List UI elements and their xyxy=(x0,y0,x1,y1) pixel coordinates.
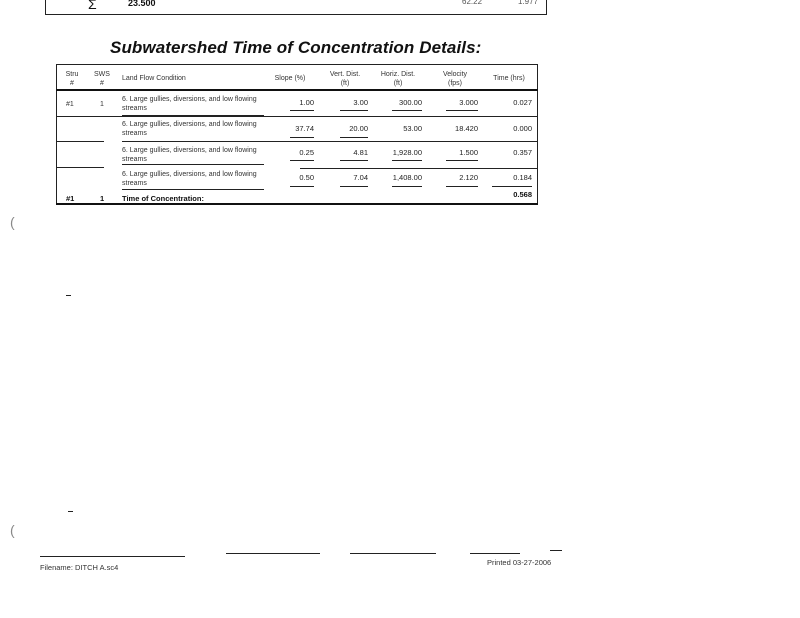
scan-mark-lower: ( xyxy=(10,522,15,538)
row2-left-rule xyxy=(56,141,104,142)
row4-desc-rule xyxy=(122,189,264,190)
row1-bottom-rule xyxy=(56,116,538,117)
row2-horiz: 53.00 xyxy=(403,124,422,133)
row2-vert: 20.00 xyxy=(349,124,368,133)
row1-velocity: 3.000 xyxy=(459,98,478,107)
section-title: Subwatershed Time of Concentration Details: xyxy=(110,38,482,57)
row4-condition: 6. Large gullies, diversions, and low flowing streams xyxy=(122,171,257,187)
right-value-1: 62.22 xyxy=(462,0,483,6)
row1-stru: #1 xyxy=(66,101,74,108)
header-stru: Stru # xyxy=(65,71,79,87)
row1-condition: 6. Large gullies, diversions, and low flowing streams xyxy=(122,96,257,112)
scan-mark-upper: ( xyxy=(10,214,15,230)
row1-horiz-rule xyxy=(392,110,422,111)
row4-horiz-rule xyxy=(392,186,422,187)
row3-slope-rule xyxy=(290,160,314,161)
row4-time-rule xyxy=(492,186,532,187)
row3-time: 0.357 xyxy=(513,148,532,157)
row3-velocity: 1.500 xyxy=(459,148,478,157)
row4-velocity: 2.120 xyxy=(459,173,478,182)
sum-value: 23.500 xyxy=(128,0,156,8)
header-velocity: Velocity (fps) xyxy=(442,71,468,87)
footer-rule-4 xyxy=(470,553,520,554)
table-bottom-rule xyxy=(56,203,538,205)
total-sws: 1 xyxy=(100,194,105,203)
tick-mark-1 xyxy=(66,295,71,296)
row4-slope: 0.50 xyxy=(299,173,314,182)
row2-slope: 37.74 xyxy=(295,124,314,133)
row3-vert-rule xyxy=(340,160,368,161)
row2-bottom-rule xyxy=(122,141,538,142)
total-label: Time of Concentration: xyxy=(122,194,204,203)
footer-printed-date: Printed 03-27-2006 xyxy=(487,558,552,567)
row3-vel-rule xyxy=(446,160,478,161)
row4-time: 0.184 xyxy=(513,173,532,182)
row2-vert-rule xyxy=(340,137,368,138)
header-horiz-dist: Horiz. Dist. (ft) xyxy=(380,71,416,87)
row1-vert: 3.00 xyxy=(353,98,368,107)
row4-vert-rule xyxy=(340,186,368,187)
tick-mark-2 xyxy=(68,511,73,512)
row2-velocity: 18.420 xyxy=(455,124,478,133)
row3-vert: 4.81 xyxy=(353,148,368,157)
footer-rule-3 xyxy=(350,553,436,554)
row3-desc-rule xyxy=(122,164,264,165)
row4-vel-rule xyxy=(446,186,478,187)
row3-left-rule xyxy=(56,167,104,168)
right-value-2: 1.977 xyxy=(518,0,539,6)
row3-slope: 0.25 xyxy=(299,148,314,157)
row4-vert: 7.04 xyxy=(353,173,368,182)
row3-bottom-rule xyxy=(300,168,538,169)
footer-rule-5 xyxy=(550,550,562,551)
footer-rule-2 xyxy=(226,553,320,554)
row3-condition: 6. Large gullies, diversions, and low flowing streams xyxy=(122,147,257,163)
header-sws: SWS # xyxy=(94,71,110,87)
header-time: Time (hrs) xyxy=(493,75,525,82)
row2-slope-rule xyxy=(290,137,314,138)
row3-horiz-rule xyxy=(392,160,422,161)
header-land-flow: Land Flow Condition xyxy=(122,75,186,82)
row1-vert-rule xyxy=(340,110,368,111)
row1-slope-rule xyxy=(290,110,314,111)
row4-slope-rule xyxy=(290,186,314,187)
row1-slope: 1.00 xyxy=(299,98,314,107)
total-stru: #1 xyxy=(66,194,75,203)
row2-condition: 6. Large gullies, diversions, and low flowing streams xyxy=(122,121,257,137)
header-slope: Slope (%) xyxy=(274,75,306,82)
total-value: 0.568 xyxy=(513,190,532,199)
footer-filename: Filename: DITCH A.sc4 xyxy=(40,563,119,572)
header-rule xyxy=(56,89,538,91)
row3-horiz: 1,928.00 xyxy=(392,148,422,157)
header-vert-dist: Vert. Dist. (ft) xyxy=(329,71,361,87)
row2-time: 0.000 xyxy=(513,124,532,133)
row1-time: 0.027 xyxy=(513,98,532,107)
row1-sws: 1 xyxy=(100,101,104,108)
footer-rule-1 xyxy=(40,556,185,557)
row1-vel-rule xyxy=(446,110,478,111)
sigma-symbol: Σ xyxy=(88,0,97,12)
row4-horiz: 1,408.00 xyxy=(392,173,422,182)
row1-horiz: 300.00 xyxy=(399,98,422,107)
